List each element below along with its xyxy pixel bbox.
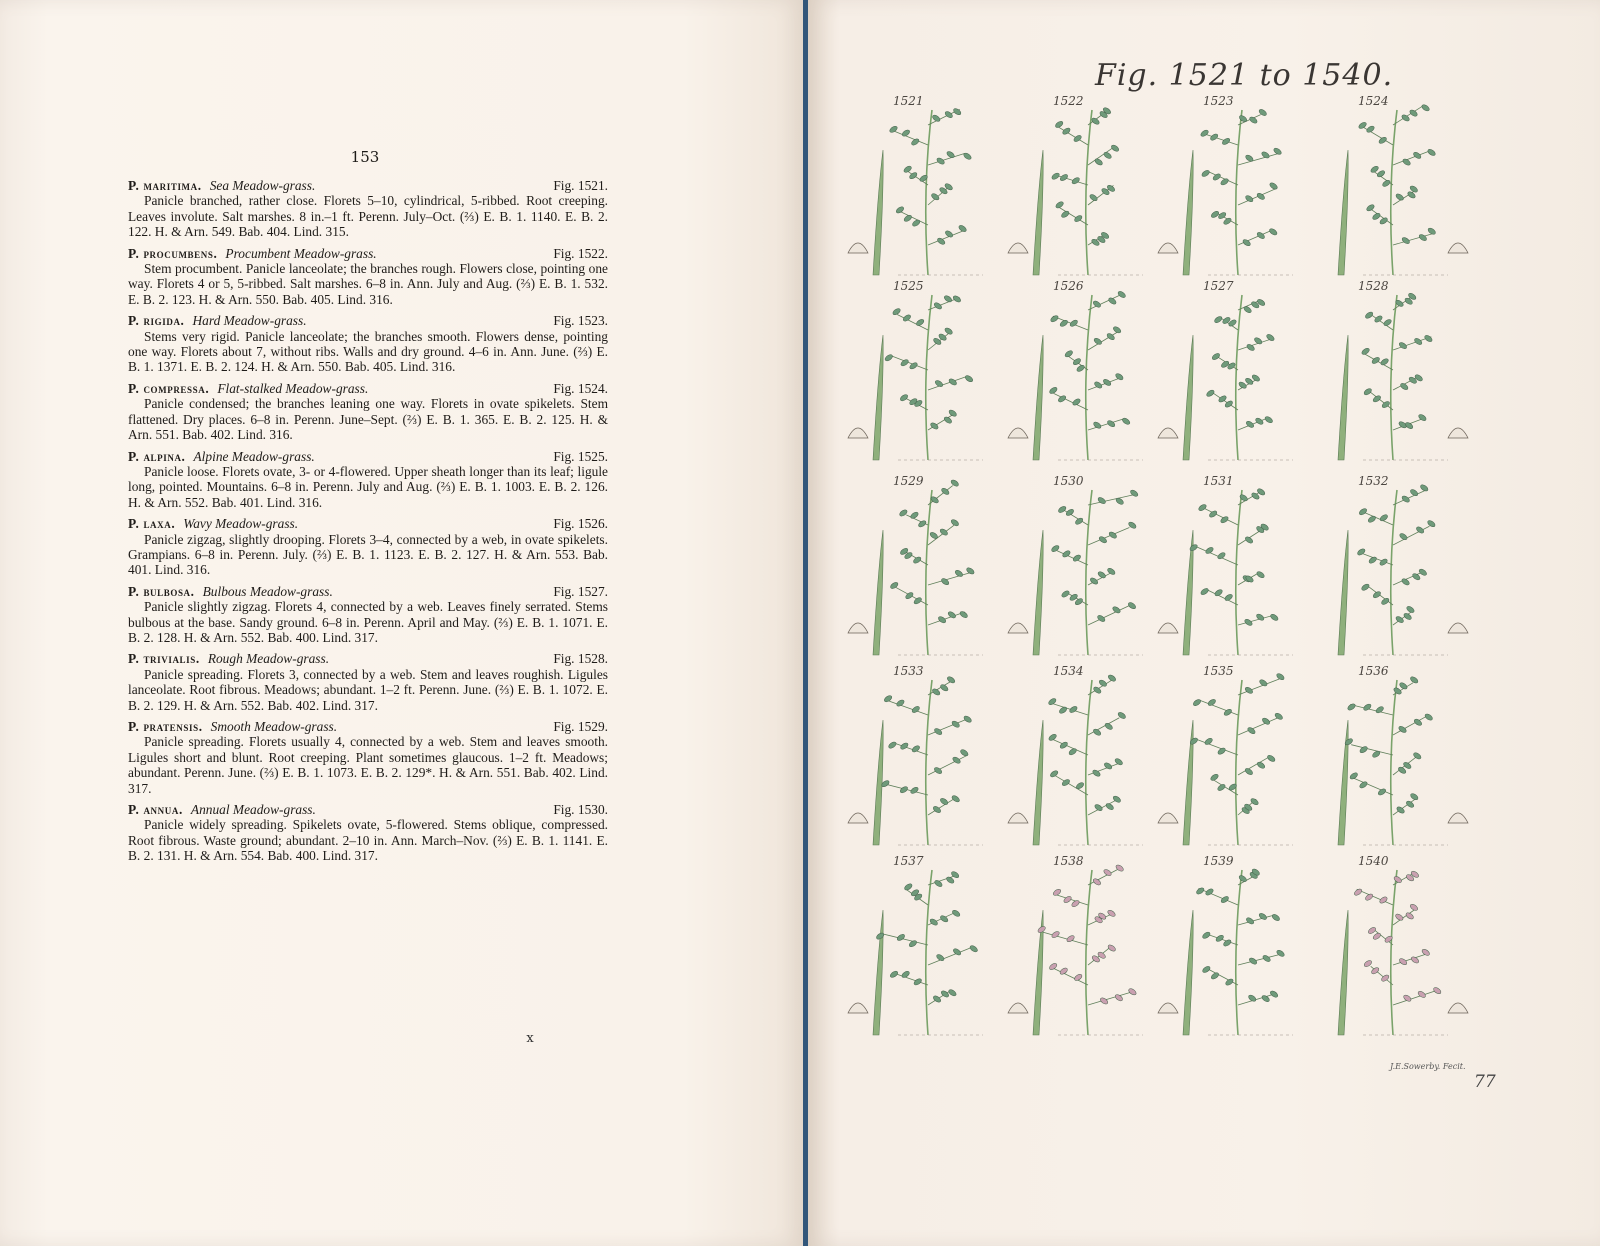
species-description: Panicle condensed; the branches leaning one way. Florets in ovate spikelets. Stem flattened. Dry places. 6–8 in. Perenn. June–Sept. (⅔) E. B. 1. 365. E. B. 2. 125. H. & Arn. 551. Bab. 402. Lind. 316. [128,396,608,443]
figure-number: 1533 [893,664,924,678]
species-entry [128,719,608,796]
figure-reference: Fig. 1527. [553,583,608,599]
entry-heading [128,449,608,464]
plant-figure [1338,103,1468,275]
entry-heading [128,178,608,193]
species-entries [128,178,608,870]
species-entry [128,178,608,240]
figure-number: 1527 [1203,279,1234,293]
common-name: Annual Meadow-grass. [190,802,316,818]
common-name: Flat-stalked Meadow-grass. [217,380,369,396]
species-entry [128,516,608,578]
species-name: P. rigida. [128,313,185,329]
plant-figure [848,107,983,275]
figure-number: 1522 [1053,94,1084,108]
figure-reference: Fig. 1525. [553,448,608,464]
species-name: P. pratensis. [128,719,203,734]
figure-number: 1530 [1053,474,1084,488]
figure-reference: Fig. 1530. [553,802,608,818]
entry-heading [128,802,608,817]
figure-reference: Fig. 1522. [553,245,608,261]
botanical-plate [808,0,1600,1246]
species-entry [128,246,608,308]
common-name: Procumbent Meadow-grass. [225,245,377,261]
engraver-credit: J.E.Sowerby. Fecit. [1390,1062,1466,1071]
plant-figure [848,294,983,460]
entry-heading [128,719,608,734]
plant-figure [1338,484,1468,655]
species-description: Panicle spreading. Florets 3, connected by a web. Stem and leaves roughish. Ligules lanceolate. Root fibrous. Meadows; abundant. 1–2 ft. Perenn. June. (⅔) E. B. 1. 1072. E. B. 2. 129. H. & Arn. 552. Bab. 402. Lind. 317. [128,666,608,713]
species-name: P. alpina. [128,448,186,464]
figure-number: 1523 [1203,94,1234,108]
species-name: P. compressa. [128,380,210,396]
common-name: Smooth Meadow-grass. [210,719,338,734]
species-description: Panicle slightly zigzag. Florets 4, connected by a web. Leaves finely serrated. Stems bulbous at the base. Sandy ground. 6–8 in. Perenn. April and May. (⅔) E. B. 1. 1071. E. B. 2. 128. H. & Arn. 552. Bab. 400. Lind. 317. [128,599,608,645]
species-description: Stem procumbent. Panicle lanceolate; the branches rough. Flowers close, pointing one way. Florets 4 or 5, 5-ribbed. Salt marshes. 6–8 in. Ann. July and Aug. (⅔) E. B. 1. 532. E. B. 2. 123. H. & Arn. 550. Bab. 405. Lind. 316. [128,261,608,307]
figure-number: 1536 [1358,664,1389,678]
common-name: Rough Meadow-grass. [207,651,330,667]
common-name: Sea Meadow-grass. [209,178,316,193]
figure-number: 1521 [893,94,924,108]
species-description: Panicle spreading. Florets usually 4, connected by a web. Stem and leaves smooth. Ligules short and blunt. Root creeping. Plant sometimes glaucous. 1–2 ft. Meadows; abundant. Perenn. June. (⅔) E. B. 1. 1073. E. B. 2. 129*. H. & Arn. 551. Bab. 402. Lind. 317. [128,734,608,796]
plant-figure [1008,864,1143,1035]
plant-figure [1338,676,1468,845]
figure-number: 1529 [893,474,924,488]
plate-title: Fig. 1521 to 1540. [1095,58,1394,93]
figure-reference: Fig. 1529. [553,719,608,734]
signature-mark: x [526,1031,534,1046]
figure-number: 1537 [893,854,924,868]
species-description: Panicle loose. Florets ovate, 3- or 4-flowered. Upper sheath longer than its leaf; ligule long, pointed. Mountains. 6–8 in. Perenn. July and Aug. (⅔) E. B. 1. 1003. E. B. 2. 126. H. & Arn. 552. Bab. 401. Lind. 316. [128,463,608,510]
plant-figure [1008,106,1143,275]
common-name: Bulbous Meadow-grass. [202,583,333,599]
species-entry [128,802,608,864]
plant-figure [1008,674,1143,845]
figure-number: 1540 [1358,854,1389,868]
common-name: Wavy Meadow-grass. [183,516,299,532]
plant-figure [1158,672,1293,845]
plate-number: 77 [1474,1072,1496,1092]
species-name: P. procumbens. [128,245,218,261]
figure-reference: Fig. 1521. [553,178,608,193]
page-number: 153 [350,148,380,166]
figure-reference: Fig. 1523. [553,313,608,329]
figure-number: 1535 [1203,664,1234,678]
figure-number: 1531 [1203,474,1234,488]
species-description: Stems very rigid. Panicle lanceolate; the branches smooth. Flowers dense, pointing one way. Florets about 7, without ribs. Walls and dry ground. 4–6 in. Ann. June. (⅔) E. B. 1. 1371. E. B. 2. 124. H. & Arn. 550. Bab. 405. Lind. 316. [128,328,608,375]
entry-heading [128,313,608,328]
species-entry [128,313,608,375]
plant-figure [1338,292,1468,460]
plant-figure [1158,488,1293,655]
plant-figure [1338,870,1468,1035]
common-name: Alpine Meadow-grass. [193,448,315,464]
plant-figure [1158,868,1293,1035]
species-entry [128,584,608,646]
species-description: Panicle widely spreading. Spikelets ovate, 5-flowered. Stems oblique, compressed. Root fibrous. Waste ground; abundant. 2–10 in. Ann. March–Nov. (⅔) E. B. 1. 1141. E. B. 2. 131. H. & Arn. 554. Bab. 400. Lind. 317. [128,817,608,864]
figure-number: 1526 [1053,279,1084,293]
figure-number: 1538 [1053,854,1084,868]
entry-heading [128,381,608,396]
figure-number: 1539 [1203,854,1234,868]
plant-figure [1158,295,1293,460]
species-entry [128,449,608,511]
species-name: P. trivialis. [128,651,200,667]
figure-number: 1525 [893,279,924,293]
plant-figure [848,479,983,655]
species-name: P. annua. [128,802,183,818]
figure-reference: Fig. 1526. [553,516,608,532]
species-name: P. maritima. [128,178,202,193]
plant-figure [1008,489,1143,655]
figure-reference: Fig. 1524. [553,380,608,396]
figure-number: 1524 [1358,94,1389,108]
species-entry [128,651,608,713]
plant-figure [1158,108,1293,275]
figure-number: 1534 [1053,664,1084,678]
entry-heading [128,584,608,599]
species-name: P. bulbosa. [128,583,195,599]
figure-number: 1532 [1358,474,1389,488]
plant-figure [1008,290,1143,460]
figure-number: 1528 [1358,279,1389,293]
plant-figure [848,675,983,845]
common-name: Hard Meadow-grass. [192,313,307,329]
entry-heading [128,516,608,531]
entry-heading [128,651,608,666]
species-name: P. laxa. [128,516,176,532]
figure-reference: Fig. 1528. [553,651,608,667]
plant-figure [848,870,983,1035]
species-description: Panicle branched, rather close. Florets 5–10, cylindrical, 5-ribbed. Root creeping. Leaves involute. Salt marshes. 8 in.–1 ft. Perenn. July–Oct. (⅔) E. B. 1. 1140. E. B. 2. 122. H. & Arn. 549. Bab. 404. Lind. 315. [128,193,608,240]
entry-heading [128,246,608,261]
species-entry [128,381,608,443]
species-description: Panicle zigzag, slightly drooping. Florets 3–4, connected by a web, in ovate spikelets. Grampians. 6–8 in. Perenn. July. (⅔) E. B. 1. 1123. E. B. 2. 127. H. & Arn. 553. Bab. 401. Lind. 316. [128,531,608,578]
